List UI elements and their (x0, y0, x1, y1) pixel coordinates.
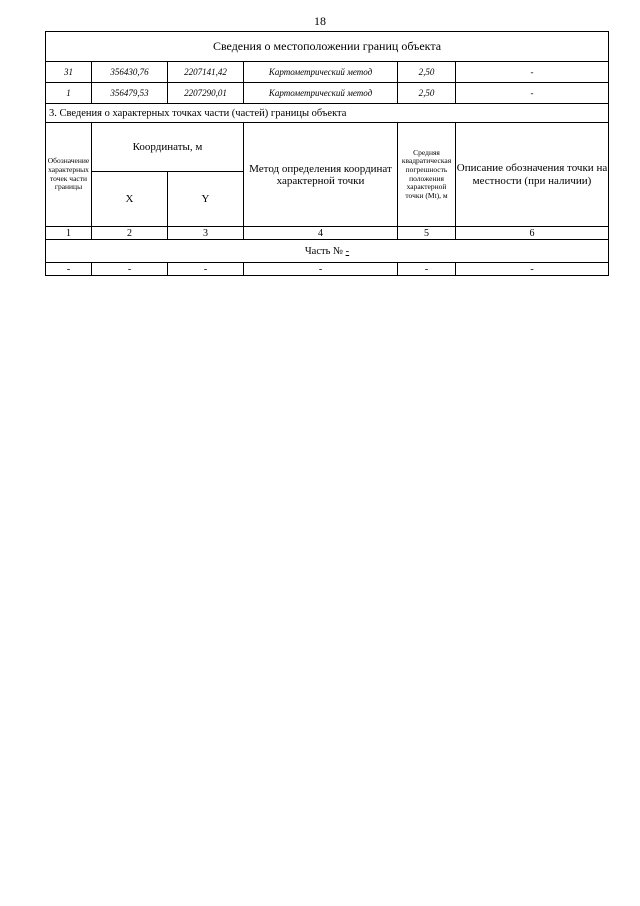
column-number: 5 (398, 227, 456, 240)
dash-cell: - (168, 263, 244, 276)
table-row (46, 263, 609, 276)
header-designation: Обозначение характерных точек части границы (46, 123, 92, 227)
point-cell: 1 (46, 83, 92, 104)
dash-cell: - (456, 263, 609, 276)
header-row (46, 123, 609, 172)
boundary-title: Сведения о местоположении границ объекта (46, 32, 609, 62)
accuracy-cell: 2,50 (398, 83, 456, 104)
part-label-cell (46, 240, 609, 263)
description-cell: - (456, 83, 609, 104)
x-cell: 356479,53 (92, 83, 168, 104)
header-x: X (92, 172, 168, 227)
column-number: 6 (456, 227, 609, 240)
method-cell: Картометрический метод (244, 62, 398, 83)
column-number: 3 (168, 227, 244, 240)
section3-title: 3. Сведения о характерных точках части (частей) границы объекта (46, 104, 609, 123)
description-cell: - (456, 62, 609, 83)
dash-cell: - (92, 263, 168, 276)
column-numbers-row (46, 227, 609, 240)
dash-cell: - (244, 263, 398, 276)
column-number: 4 (244, 227, 398, 240)
header-description: Описание обозначения точки на местности (при наличии) (456, 123, 609, 227)
column-number: 1 (46, 227, 92, 240)
table-row (46, 83, 609, 104)
boundary-title-row (46, 32, 609, 62)
method-cell: Картометрический метод (244, 83, 398, 104)
header-method: Метод определения координат характерной точки (244, 123, 398, 227)
header-coordinates: Координаты, м (92, 123, 244, 172)
dash-cell: - (46, 263, 92, 276)
y-cell: 2207141,42 (168, 62, 244, 83)
point-cell: 31 (46, 62, 92, 83)
dash-cell: - (398, 263, 456, 276)
boundary-table (45, 31, 609, 276)
accuracy-cell: 2,50 (398, 62, 456, 83)
page-number: 18 (314, 14, 326, 28)
table-row (46, 62, 609, 83)
header-y: Y (168, 172, 244, 227)
section3-title-row (46, 104, 609, 123)
x-cell: 356430,76 (92, 62, 168, 83)
header-accuracy: Средняя квадратическая погрешность положения характерной точки (Mt), м (398, 123, 456, 227)
column-number: 2 (92, 227, 168, 240)
y-cell: 2207290,01 (168, 83, 244, 104)
part-number: - (345, 245, 350, 257)
part-label: Часть № (304, 245, 344, 257)
part-row (46, 240, 609, 263)
